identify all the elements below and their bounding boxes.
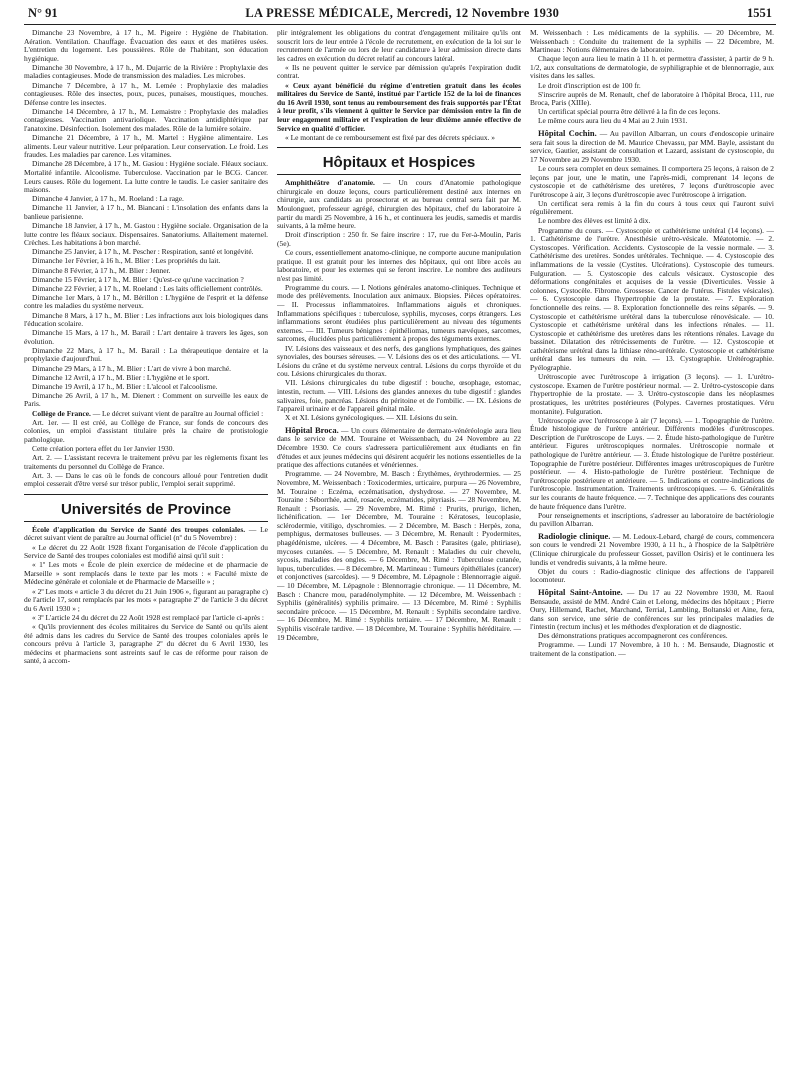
paragraph: Art. 1er. — Il est créé, au Collège de France, sur fonds de concours des colonies, un emploi d'assistant titulaire près la chaire de protistologie pathologique.: [24, 417, 268, 444]
column-3: [530, 29, 774, 1069]
paragraph: M. Weissenbach : Les médicaments de la syphilis. — 20 Décembre, M. Weissenbach : Conduite du traitement de la syphilis — 22 Décembre, M. Martineau : Notions élémentaires de laboratoire.: [530, 29, 774, 55]
paragraph: Le nombre des élèves est limité à dix.: [538, 216, 651, 226]
paragraph: Un certificat sera remis à la fin du cours à tous ceux qui l'auront suivi régulièrement.: [530, 198, 774, 217]
saint-antoine-heading: Hôpital Saint-Antoine.: [538, 586, 623, 597]
paragraph: Dimanche 23 Novembre, à 17 h., M. Pigeire : Hygiène de l'habitation. Aération. Ventilation. Chauffage. Évacuation des eaux et des matières usées. L'entretien du logement. Les poussières. Rôle de l'habitant, son éducation hygiénique.: [24, 29, 268, 63]
paragraph: « Le décret du 22 Août 1928 fixant l'organisation de l'école d'application du Service de Santé des troupes coloniales est modifié ainsi qu'il suit :: [24, 542, 268, 561]
paragraph: Dimanche 18 Janvier, à 17 h., M. Gastou : Hygiène sociale. Organisation de la lutte contre les fléaux sociaux. Dispensaires. Sanatoriums. Allaitement maternel. Crèches. Les habitations à bon marché.: [24, 221, 268, 248]
paragraph: Dimanche 25 Janvier, à 17 h., M. Pescher : Respiration, santé et longévité.: [32, 247, 254, 257]
radiologie-notice: Radiologie clinique. — M. Ledoux-Lebard, chargé de cours, commencera son cours le vendredi 21 Novembre 1930, à 11 h., à l'hospice de la Salpêtrière (Clinique chirurgicale du professeur Gosset, pavillon Osiris) et le continuera les lundis et vendredis suivants, à la même heure.: [530, 530, 774, 567]
section-divider: [277, 147, 521, 148]
paragraph: « Ceux ayant bénéficié du régime d'entretien gratuit dans les écoles militaires du Service de Santé, institué par l'article 152 de la loi de finances du 16 Avril 1930, sont tenus au remboursement des frais supportés par l'État à leur profit, s'ils viennent à quitter le Service par démission entre la fin de leur engagement militaire et l'expiration de leur dixième année effective de Service en qualité d'officier.: [277, 80, 521, 133]
paragraph: plir intégralement les obligations du contrat d'engagement militaire qu'ils ont souscrit lors de leur entrée à l'école de recrutement, en exécution de la loi sur le recrutement de l'armée ou lors de leur candidature à leur admission directe dans les cadres en exécution du décret relatif au concours latéral.: [277, 29, 521, 63]
paragraph: Dimanche 8 Février, à 17 h., M. Blier : Jenner.: [32, 265, 171, 275]
paragraph: Dimanche 12 Avril, à 17 h., M. Blier : L'hygiène et le sport.: [32, 372, 210, 382]
saint-antoine-notice: Hôpital Saint-Antoine. — Du 17 au 22 Novembre 1930, M. Raoul Bensaude, assisté de MM. André Cain et Lelong, médecins des hôpitaux ; Pierre Oury, Hillemand, Rachet, Marchand, Terrial, Lambling, Boltanski et Aine, fera, dans son service, une série de conférences sur les principales maladies de l'intestin (rectum inclus) et les méthodes d'exploration et de diagnostic.: [530, 586, 774, 632]
paragraph: Dimanche 15 Février, à 17 h., M. Blier : Qu'est-ce qu'une vaccination ?: [32, 274, 244, 284]
ecole-notice: École d'application du Service de Santé des troupes coloniales. — Le décret suivant vient de paraître au Journal officiel (nº du 5 Novembre) :: [24, 524, 268, 543]
paragraph: Droit d'inscription : 250 fr. Se faire inscrire : 17, rue du Fer-à-Moulin, Paris (5e).: [277, 230, 521, 248]
paragraph: Dimanche 14 Décembre, à 17 h., M. Lemaistre : Prophylaxie des maladies contagieuses. Vaccination antivariolique. Vaccination antidiphtérique par l'anatoxine. Désinfection. Isolement des malades. Rôle de la lumière solaire.: [24, 106, 268, 134]
paragraph: X et XI. Lésions gynécologiques. — XII. Lésions du sein.: [285, 413, 458, 423]
paragraph: Art. 2. — L'assistant recevra le traitement prévu par les règlements fixant les traitements du personnel du Collège de France.: [24, 453, 268, 471]
broca-heading: Hôpital Broca.: [285, 424, 339, 435]
section-divider: [277, 174, 521, 175]
paragraph: Dimanche 7 Décembre, à 17 h., M. Lemée : Prophylaxie des maladies contagieuses. Rôle des insectes, poux, puces, punaises, moustiques, mouches. Défense contre les insectes.: [24, 80, 268, 107]
paragraph: Dimanche 8 Mars, à 17 h., M. Blier : Les infractions aux lois biologiques dans l'éducation scolaire.: [24, 310, 268, 329]
paragraph: Cette création portera effet du 1er Janvier 1930.: [32, 443, 175, 453]
page-header: [24, 4, 776, 25]
paragraph: Dimanche 4 Janvier, à 17 h., M. Roeland : La rage.: [32, 194, 184, 204]
column-1: [24, 29, 268, 1069]
paragraph: Programme. — Lundi 17 Novembre, à 10 h. : M. Bensaude, Diagnostic et traitement de la constipation. —: [530, 640, 774, 659]
cochin-notice: Hôpital Cochin. — Au pavillon Albarran, un cours d'endoscopie urinaire sera fait sous la direction de M. Maurice Chevassu, par MM. Bayle, assistant du service, Gautier, assistant de consultation et Lazard, assistant de cystoscopie, du 17 Novembre au 29 Novembre 1930.: [530, 128, 774, 164]
ecole-heading: École d'application du Service de Santé des troupes coloniales.: [32, 524, 246, 534]
paragraph: « Ils ne peuvent quitter le service par démission qu'après l'expiration dudit contrat.: [277, 62, 521, 81]
page-number: 1551: [746, 6, 772, 20]
paragraph: Objet du cours : Radio-diagnostic clinique des affections de l'appareil locomoteur.: [530, 566, 774, 585]
paragraph: « 2º Les mots « article 3 du décret du 21 Juin 1906 », figurant au paragraphe c) de l'article 17, sont remplacés par les mots « paragraphe 2º de l'article 3 du décret du 6 Avril 1930 » ;: [24, 586, 268, 613]
section-divider: [24, 494, 268, 495]
paragraph: S'inscrire auprès de M. Renault, chef de laboratoire à l'hôpital Broca, 111, rue Broca, Paris (XIIIe).: [530, 89, 774, 108]
paragraph: « Qu'ils proviennent des écoles militaires du Service de Santé ou qu'ils aient été admis dans les cadres du Service de Santé des troupes coloniales après le concours prévu à l'article 3, paragraphe 2º du décret du 6 Avril 1930, les médecins et pharmaciens sont astreints sauf le cas de réforme pour raison de santé, à accom-: [24, 621, 268, 666]
radiologie-heading: Radiologie clinique.: [538, 530, 611, 541]
section-title-universites: Universités de Province: [60, 500, 232, 518]
paragraph: « Le montant de ce remboursement est fixé par des décrets spéciaux. »: [285, 132, 496, 142]
page-title: LA PRESSE MÉDICALE, Mercredi, 12 Novembre 1930: [245, 6, 560, 20]
paragraph: Dimanche 1er Février, à 16 h., M. Blier : Les propriétés du lait.: [32, 256, 221, 266]
paragraph: Dimanche 29 Mars, à 17 h., M. Blier : L'art de vivre à bon marché.: [32, 363, 231, 373]
paragraph: Des démonstrations pratiques accompagneront ces conférences.: [538, 631, 728, 641]
paragraph: VII. Lésions chirurgicales du tube digestif : bouche, œsophage, estomac, intestin, rectum. — VIII. Lésions des glandes annexes du tube digestif : glandes salivaires, foie, pancréas. Lésions du péritoine et de l'ombilic. — IX. Lésions de l'appareil urinaire et de l'appareil génital mâle.: [277, 378, 521, 414]
cochin-heading: Hôpital Cochin.: [538, 128, 597, 139]
paragraph: Dimanche 22 Février, à 17 h., M. Roeland : Les laits officiellement contrôlés.: [32, 283, 263, 293]
paragraph: Le même cours aura lieu du 4 Mai au 2 Juin 1931.: [538, 116, 688, 126]
section-divider: [24, 521, 268, 522]
amphitheatre-heading: Amphithéâtre d'anatomie.: [285, 178, 375, 188]
paragraph: Dimanche 26 Avril, à 17 h., M. Dienert : Comment on surveille les eaux de Paris.: [24, 390, 268, 409]
column-2: [277, 29, 521, 1069]
amphitheatre-notice: Amphithéâtre d'anatomie. — Un cours d'Anatomie pathologique chirurgicale en douze leçons, cours particulièrement destiné aux internes en chirurgie, aux candidats au prosectorat et au bureau central sera fait par M. Moulonguet, professeur agrégé, chirurgien des hôpitaux, chef du laboratoire à partir du mardi 25 Novembre, à 16 h., et continuera les jeudis, samedis et mardis suivants, à la même heure.: [277, 178, 521, 231]
paragraph: Dimanche 1er Mars, à 17 h., M. Bérillon : L'hygiène de l'esprit et la défense contre les maladies du système nerveux.: [24, 292, 268, 311]
paragraph: Dimanche 22 Mars, à 17 h., M. Barail : La thérapeutique dentaire et la prophylaxie d'aujourd'hui.: [24, 345, 268, 364]
paragraph: Pour renseignements et inscriptions, s'adresser au laboratoire de bactériologie du pavillon Albarran.: [530, 510, 774, 529]
paragraph: « 1º Les mots « École de plein exercice de médecine et de pharmacie de Marseille » sont remplacés dans le texte par les mots : « Faculté mixte de Médecine générale et coloniale et de Pharmacie de Marseille » ;: [24, 560, 268, 587]
issue-number: N° 91: [28, 6, 58, 20]
paragraph: Chaque leçon aura lieu le matin à 11 h. et permettra d'assister, à partir de 9 h. 1/2, aux consultations de dermatologie, de syphiligraphie et de blennorragie, aux visites dans les salles.: [530, 54, 774, 81]
paragraph: IV. Lésions des vaisseaux et des nerfs, des ganglions lymphatiques, des gaines synoviales, des bourses séreuses. — V. Lésions des os et des articulations. — VI. Lésions du crâne et du système nerveux central. Lésions du corps thyroïde et du cou. Lésions chirurgicales du thorax.: [277, 343, 521, 379]
paragraph: Urétroscopie avec l'urétroscope à air (7 leçons). — 1. Topographie de l'urètre. Étude histologique de l'urètre antérieur. Différents modèles d'urétroscopes. Description de l'urétroscope de Luys. — 2. Étude histo-pathologique de l'urètre antérieur. Figures urétroscopiques normales. Urétroscopie normale et pathologique de l'urètre antérieur. — 3. Étude histologique de l'urètre postérieur. Topographie de l'urètre postérieur. Différentes images urétroscopiques de l'urètre postérieur. — 4. Histo-pathologie de l'urètre postérieur. Technique de l'urétroscopie postérieure et antérieure. — 5. Indications et contre-indications de l'urétroscopie. Instrumentation. Traitements urétroscopiques. — 6. Généralités sur les courants de haute fréquence. — 7. Technique des applications des courants de haute fréquence dans l'urètre.: [530, 415, 774, 511]
paragraph: Programme du cours. — I. Notions générales anatomo-cliniques. Technique et mode des prélèvements. Inoculation aux animaux. Biopsies. Pièces opératoires. — II. Processus inflammatoires. Inflammations aiguës et chroniques. Inflammations spécifiques : tuberculose, syphilis, mycoses, corps étrangers. Les inflammations seront étudiées plus particulièrement au niveau des téguments externes. — III. Tumeurs bénignes : épithéliomas, tumeurs nævéques, sarcomes, sarcomes, élucidées plus particulièrement à propos des téguments externes.: [277, 282, 521, 344]
paragraph: Dimanche 30 Novembre, à 17 h., M. Dujarric de la Rivière : Prophylaxie des maladies contagieuses. Mode de transmission des maladies. Les microbes.: [24, 62, 268, 81]
paragraph: Dimanche 21 Décembre, à 17 h., M. Martel : Hygiène alimentaire. Les aliments. Leur valeur nutritive. Leur préparation. Leur conservation. Le froid. Les fraudes. Les maladies par carence. Les vitamines.: [24, 133, 268, 160]
paragraph: Dimanche 15 Mars, à 17 h., M. Barail : L'art dentaire à travers les âges, son évolution.: [24, 328, 268, 346]
paragraph: Le cours sera complet en deux semaines. Il comportera 25 leçons, à raison de 2 leçons par jour, une le matin, une l'après-midi, comprenant 14 leçons de cystoscopie et de cathétérisme des uretères, 7 leçons d'urétroscopie avec l'urétroscope à air, 3 leçons d'urétroscopie avec l'urétroscope à irrigation.: [530, 163, 774, 199]
paragraph: Ce cours, essentiellement anatomo-clinique, ne comporte aucune manipulation pratique. Il est gratuit pour les internes des hôpitaux, qui ont libre accès au laboratoire, et pour les externes qui se feront inscrire. Le nombre des auditeurs n'est pas limité.: [277, 247, 521, 283]
section-title-hopitaux: Hôpitaux et Hospices: [322, 154, 476, 172]
paragraph: Un certificat spécial pourra être délivré à la fin de ces leçons.: [538, 107, 721, 117]
columns: [24, 29, 776, 1069]
paragraph: Le droit d'inscription est de 100 fr.: [538, 80, 641, 90]
paragraph: Dimanche 28 Décembre, à 17 h., M. Gasiou : Hygiène sociale. Fléaux sociaux. Mortalité infantile. Alcoolisme. Tuberculose. Vaccination par le BCG. Cancer. Leurs causes. Rôle du logement. La lutte contre le taudis. Le casier sanitaire des maisons.: [24, 159, 268, 195]
college-de-france-notice: Collège de France. — Le décret suivant vient de paraître au Journal officiel :: [32, 408, 264, 418]
paragraph: Dimanche 11 Janvier, à 17 h., M. Biancani : L'insolation des enfants dans la banlieue parisienne.: [24, 203, 268, 221]
paragraph: « 3º L'article 24 du décret du 22 Août 1928 est remplacé par l'article ci-après :: [32, 612, 264, 622]
paragraph: Programme du cours. — Cystoscopie et cathétérisme urétéral (14 leçons). — 1. Cathétérisme de l'urètre. Anesthésie urétro-vésicale. Méatotomie. — 2. Cystoscopes. Vérification. Accidents. Cystoscopie de la vessie normale. — 3. Cathétérisme des uretères. Sondes urétérales. Technique. — 4. Cystoscopie des inflammations de la vessie (Cystites. Ulcérations). Cystoscopie des tumeurs. Fulguration. — 5. Cystoscopie des calculs vésicaux. Cystoscopie des déformations congénitales et acquises de la vessie (Diverticules. Vessie à colonnes, Cystocèle. Fibrome. Grossesse. Cancer de l'utérus. Fistules vésicales). — 6. Cystoscopie dans l'hypertrophie de la prostate. — 7. Exploration fonctionnelle des reins. — 8. Exploration fonctionnelle des reins séparés. — 9. Cystoscopie et cathétérisme urétéral dans la tuberculose rénovésicale. — 10. Cystoscopie et cathétérisme urétéral dans les infections rénales. — 11. Cystoscopie et cathétérisme des uretères dans les rétentions rénales. Lavage du bassinet. Dilatation des rétrécissements de l'urètre. — 12. Cystoscopie et cathétérisme urétéral dans la lithiase réno-urétérale. Cystoscopie et cathétérisme urétéral dans les tumeurs du rein. — 13. Cystographie. Urétérographie. Pyélographie.: [530, 225, 774, 373]
paragraph: Programme. — 24 Novembre, M. Basch : Érythèmes, érythrodermies. — 25 Novembre, M. Weissenbach : Toxicodermies, urticaire, purpura — 26 Novembre, M. Touraine : Eczéma, eczématisation, dyshydrose. — 27 Novembre, M. Touraine : Séborrhée, acné, rosacée, eczématides, pityriasis. — 28 Novembre, M. Renault : Psoriasis. — 29 Novembre, M. Rimé : Prurits, prurigo, lichen, lichénification. — 1er Décembre, M. Touraine : Kératoses, leucoplasie, sclérodermie, vitiligo, dyschromies. — 2 Décembre, M. Basch : Herpès, zona, pemphigus, dermatoses bulleuses. — 3 Décembre, M. Renault : Pyodermites, phagédénisme, ulcères. — 4 Décembre, M. Basch : Parasites (gale, phtiriase), mycoses cutanées. — 5 Décembre, M. Renault : Maladies du cuir chevelu, sycosis, maladies des ongles. — 6 Décembre, M. Rimé : Tuberculose cutanée, lupus, tuberculides. — 8 Décembre, M. Martineau : Tumeurs épithéliales (cancer) et conjonctives (sarcoïdes). — 9 Décembre, M. Lépagnole : Blennorragie aiguë. — 10 Décembre, M. Lépagnole : Blennorragie chronique. — 11 Décembre, M. Basch : Chancre mou, paradénolymphite. — 12 Décembre, M. Weissenbach : Syphilis (généralités) syphilis primaire. — 13 Décembre, M. Rimé : Syphilis secondaire précoce. — 15 Décembre, M. Renault : Syphilis secondaire tardive. — 16 Décembre, M. Rimé : Syphilis tertiaire. — 17 Décembre, M. Renault : Syphilis viscérale tardive. — 18 Décembre, M. Touraine : Syphilis héréditaire. — 19 Décembre,: [277, 469, 521, 642]
paragraph: Urétroscopie avec l'urétroscope à irrigation (3 leçons). — 1. L'urétro-cystoscope. Examen de l'urètre postérieur normal. — 2. Urétro-cystoscopie dans l'hypertrophie de la prostate. — 3. Urétro-cystoscopie dans les néoplasmes prostatiques, les urétrites postérieures (Polypes. Cavernes prostatiques. Véru montanite). Fulguration.: [530, 372, 774, 416]
paragraph: Art. 3. — Dans le cas où le fonds de concours alloué pour l'entretien dudit emploi cesserait d'être versé sur trésor public, l'emploi serait supprimé.: [24, 470, 268, 489]
paragraph: Dimanche 19 Avril, à 17 h., M. Blier : L'alcool et l'alcoolisme.: [32, 381, 218, 391]
college-de-france-heading: Collège de France.: [32, 408, 91, 418]
broca-notice: Hôpital Broca. — Un cours élémentaire de dermato-vénéréologie aura lieu dans le service de MM. Touraine et Weissenbach, du 24 Novembre au 22 Décembre 1930. Ce cours s'adressera particulièrement aux étudiants en fin d'études et aux jeunes médecins qui désirent acquérir les notions essentielles de la pratique des affections cutanées et vénériennes.: [277, 424, 521, 470]
